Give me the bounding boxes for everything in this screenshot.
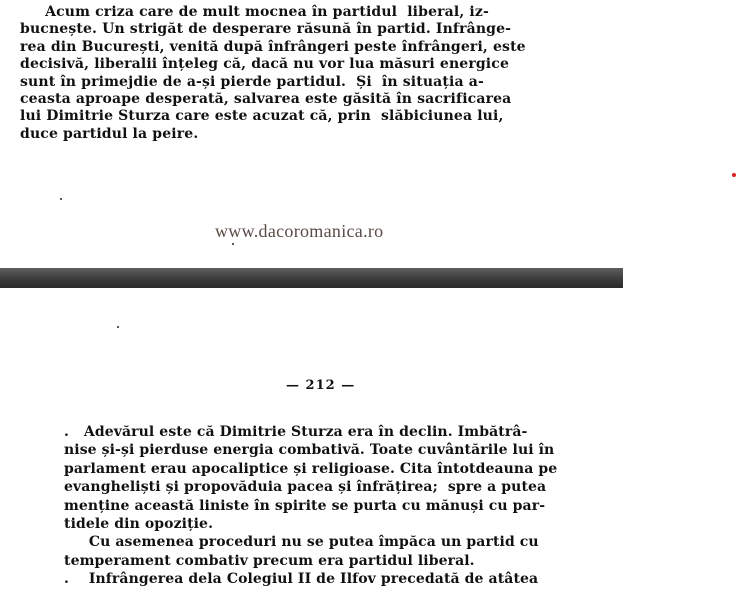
text-line: bucnește. Un strigăt de desperare răsună în partid. Infrânge- <box>20 21 512 38</box>
text-line: nise și-și pierduse energia combativă. Toate cuvântările lui în <box>64 442 555 459</box>
text-line: decisivă, liberalii înțeleg că, dacă nu vor lua măsuri energice <box>20 56 510 73</box>
text-line: . Adevărul este că Dimitrie Sturza era în declin. Imbătrâ- <box>64 424 528 440</box>
text-line: menține această liniste în spirite se purta cu mănuși cu par- <box>64 497 546 514</box>
page-divider-bar <box>0 268 623 288</box>
text-line: sunt în primejdie de a-și pierde partidul. Și în situația a- <box>20 73 484 90</box>
upper-paragraph <box>20 4 542 143</box>
text-line: Cu asemenea proceduri nu se putea împăca un partid cu <box>64 534 539 551</box>
text-line: rea din București, venită după înfrângeri peste înfrângeri, este <box>20 38 526 55</box>
watermark-url: www.dacoromanica.ro <box>215 221 384 241</box>
text-line: ceasta aproape desperată, salvarea este găsită în sacrificarea <box>20 91 512 108</box>
text-line: parlament erau apocaliptice și religioase. Cita întotdeauna pe <box>64 460 558 477</box>
text-line: duce partidul la peire. <box>20 125 199 142</box>
lower-paragraph <box>64 423 594 589</box>
scan-speck <box>117 326 119 328</box>
page-number: — 212 — <box>286 378 356 393</box>
text-line: Acum criza care de mult mocnea în partidul liberal, iz- <box>20 4 489 20</box>
red-mark <box>732 173 736 177</box>
text-line: evangheliști și propovăduia pacea și înfrățirea; spre a putea <box>64 479 547 496</box>
text-line: lui Dimitrie Sturza care este acuzat că, prin slăbiciunea lui, <box>20 108 504 125</box>
upper-page-scan <box>0 0 738 268</box>
scan-speck <box>232 243 234 245</box>
text-line: temperament combativ precum era partidul liberal. <box>64 552 475 569</box>
text-line: tidele din opoziție. <box>64 516 214 533</box>
scan-speck <box>60 198 62 200</box>
text-line: . Infrângerea dela Colegiul II de Ilfov precedată de atâtea <box>64 571 539 588</box>
